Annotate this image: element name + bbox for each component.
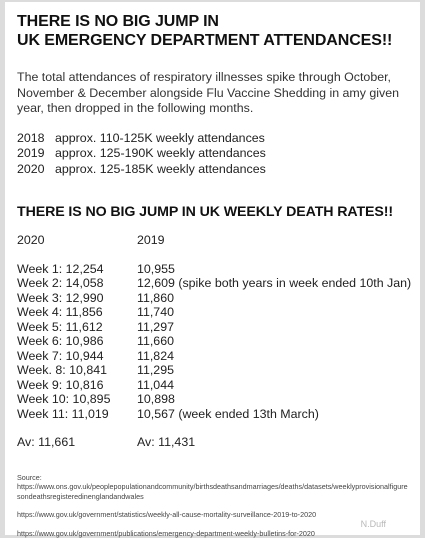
week-row (17, 305, 410, 320)
week-row (17, 349, 410, 364)
content-card (5, 2, 420, 535)
week-2020-value: Week 6: 10,986 (17, 334, 137, 349)
week-2019-value: 11,860 (137, 291, 174, 305)
intro-paragraph: The total attendances of respiratory illnesses spike through October, November & December alongside Flu Vaccine Shedding in amy given year, then dropped in the following months. (17, 70, 410, 117)
week-2019-value: 11,660 (137, 334, 174, 348)
attendance-year: 2019 (17, 146, 55, 162)
attendance-value: approx. 125-190K weekly attendances (55, 146, 266, 160)
averages-row (17, 435, 410, 450)
source-link-ons[interactable]: https://www.ons.gov.uk/peoplepopulationandcommunity/birthsdeathsandmarriages/deaths/datasets/weeklyprovisionalfiguresondeathsregisteredinenglandandwales (17, 482, 410, 501)
heading-line-2: UK EMERGENCY DEPARTMENT ATTENDANCES!! (17, 31, 410, 50)
death-rates-table (17, 233, 410, 450)
week-2019-value: 11,740 (137, 305, 174, 319)
week-row (17, 392, 410, 407)
heading-line-1: THERE IS NO BIG JUMP IN (17, 12, 410, 31)
week-2019-value: 10,898 (137, 392, 175, 406)
week-2019-value: 11,044 (137, 378, 174, 392)
week-row (17, 378, 410, 393)
week-2020-value: Week 1: 12,254 (17, 262, 137, 277)
week-row (17, 334, 410, 349)
week-2019-value: 10,955 (137, 262, 175, 276)
week-2019-value: 12,609 (spike both years in week ended 10th Jan) (137, 276, 411, 290)
attendance-value: approx. 110-125K weekly attendances (55, 131, 265, 145)
week-row (17, 276, 410, 291)
week-2020-value: Week 4: 11,856 (17, 305, 137, 320)
attendance-year-row (17, 131, 410, 147)
week-2020-value: Week 11: 11,019 (17, 407, 137, 422)
attendance-year: 2018 (17, 131, 55, 147)
week-2019-value: 11,295 (137, 363, 174, 377)
week-2020-value: Week 7: 10,944 (17, 349, 137, 364)
week-row (17, 320, 410, 335)
week-row (17, 407, 410, 422)
source-link-mortality-surveillance[interactable]: https://www.gov.uk/government/statistics/weekly-all-cause-mortality-surveillance-2019-to-2020 (17, 510, 410, 520)
week-2019-value: 10,567 (week ended 13th March) (137, 407, 319, 421)
heading-death-rates: THERE IS NO BIG JUMP IN UK WEEKLY DEATH RATES!! (17, 204, 410, 221)
week-2020-value: Week 2: 14,058 (17, 276, 137, 291)
week-row (17, 291, 410, 306)
week-2020-value: Week 3: 12,990 (17, 291, 137, 306)
sources-block (17, 473, 410, 538)
week-2019-value: 11,297 (137, 320, 174, 334)
attendance-year-row (17, 146, 410, 162)
heading-attendances (17, 12, 410, 50)
average-2019: Av: 11,431 (137, 435, 195, 449)
week-row (17, 262, 410, 277)
column-header-2020: 2020 (17, 233, 137, 248)
sources-label: Source: (17, 473, 410, 483)
average-2020: Av: 11,661 (17, 435, 137, 450)
attendance-year-row (17, 162, 410, 178)
attendance-year: 2020 (17, 162, 55, 178)
week-row (17, 363, 410, 378)
week-2020-value: Week 10: 10,895 (17, 392, 137, 407)
source-link-emergency-bulletins[interactable]: https://www.gov.uk/government/publications/emergency-department-weekly-bulletins-for-2020 (17, 529, 410, 538)
week-2020-value: Week 5: 11,612 (17, 320, 137, 335)
author-signature: N.Duff (361, 519, 386, 529)
column-header-2019: 2019 (137, 233, 165, 247)
week-2019-value: 11,824 (137, 349, 174, 363)
attendance-years-list (17, 131, 410, 178)
column-headers (17, 233, 410, 248)
week-2020-value: Week. 8: 10,841 (17, 363, 137, 378)
week-2020-value: Week 9: 10,816 (17, 378, 137, 393)
attendance-value: approx. 125-185K weekly attendances (55, 162, 266, 176)
